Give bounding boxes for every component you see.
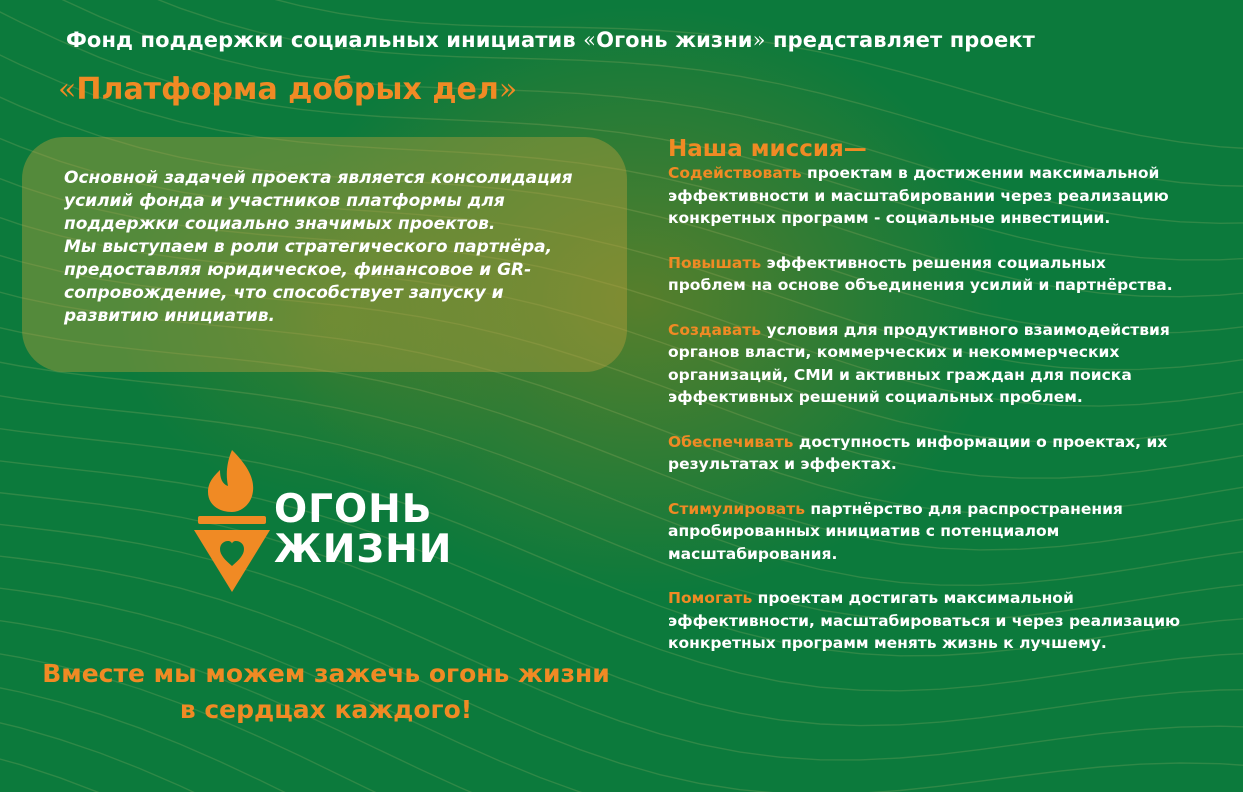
logo-line-1: ОГОНЬ xyxy=(274,487,433,532)
mission-item xyxy=(668,319,1188,409)
header-suffix: представляет проект xyxy=(765,28,1035,52)
logo-line-2: ЖИЗНИ xyxy=(274,527,453,572)
slogan-line-2: в сердцах каждого! xyxy=(179,695,473,724)
project-title xyxy=(58,72,517,107)
mission-keyword: Повышать xyxy=(668,253,762,272)
wave-line xyxy=(0,718,1243,792)
intro-text: Основной задачей проекта является консолидация усилий фонда и участников платформы для поддержки социально значимых проектов. Мы выступаем в роли стратегического партнёра, предоставляя юридическое, финансовое и GR- сопровождение, что способствует запуску и развитию инициатив. xyxy=(64,168,573,326)
header-fund-name: Огонь жизни xyxy=(596,28,753,52)
mission-text: проектам достигать максимальной эффективности, масштабироваться и через реализацию конкретных программ менять жизнь к лучшему. xyxy=(668,589,1181,652)
mission-list xyxy=(668,162,1188,655)
header-open-quote: « xyxy=(583,28,597,52)
mission-keyword: Помогать xyxy=(668,589,753,607)
mission-text: условия для продуктивного взаимодействия органов власти, коммерческих и некоммерческих организаций, СМИ и активных граждан для поиска эффективных решений социальных проблем. xyxy=(668,320,1170,406)
project-close-quote: » xyxy=(498,72,518,107)
mission-item xyxy=(668,498,1188,566)
mission-text: партнёрство для распространения апробированных инициатив с потенциалом масштабирования. xyxy=(668,499,1123,563)
mission-keyword: Обеспечивать xyxy=(668,432,794,451)
mission-item xyxy=(668,431,1188,476)
mission-text: доступность информации о проектах, их результатах и эффектах. xyxy=(668,432,1168,473)
mission-title: Наша миссия— xyxy=(668,136,867,162)
mission-item xyxy=(668,252,1188,297)
wave-line xyxy=(0,754,1243,792)
torch-heart-icon xyxy=(192,448,272,598)
header-prefix: Фонд поддержки социальных инициатив xyxy=(66,28,584,52)
fund-logo xyxy=(192,448,452,598)
mission-text: эффективность решения социальных проблем на основе объединения усилий и партнёрства. xyxy=(668,253,1173,294)
mission-item xyxy=(668,587,1188,655)
mission-section xyxy=(668,136,1188,677)
logo-text xyxy=(274,487,453,572)
project-name: Платформа добрых дел xyxy=(76,72,499,107)
mission-keyword: Создавать xyxy=(668,320,762,339)
mission-keyword: Стимулировать xyxy=(668,499,806,518)
header-close-quote: » xyxy=(752,28,766,52)
project-open-quote: « xyxy=(58,72,77,107)
mission-keyword: Содействовать xyxy=(668,164,802,182)
page-header xyxy=(66,28,1186,52)
slogan xyxy=(26,656,626,728)
intro-box xyxy=(22,137,627,372)
slogan-line-1: Вместе мы можем зажечь огонь жизни xyxy=(42,659,610,688)
mission-text: проектам в достижении максимальной эффективности и масштабировании через реализацию конкретных программ - социальные инвестиции. xyxy=(668,164,1169,227)
mission-item xyxy=(668,162,1188,230)
